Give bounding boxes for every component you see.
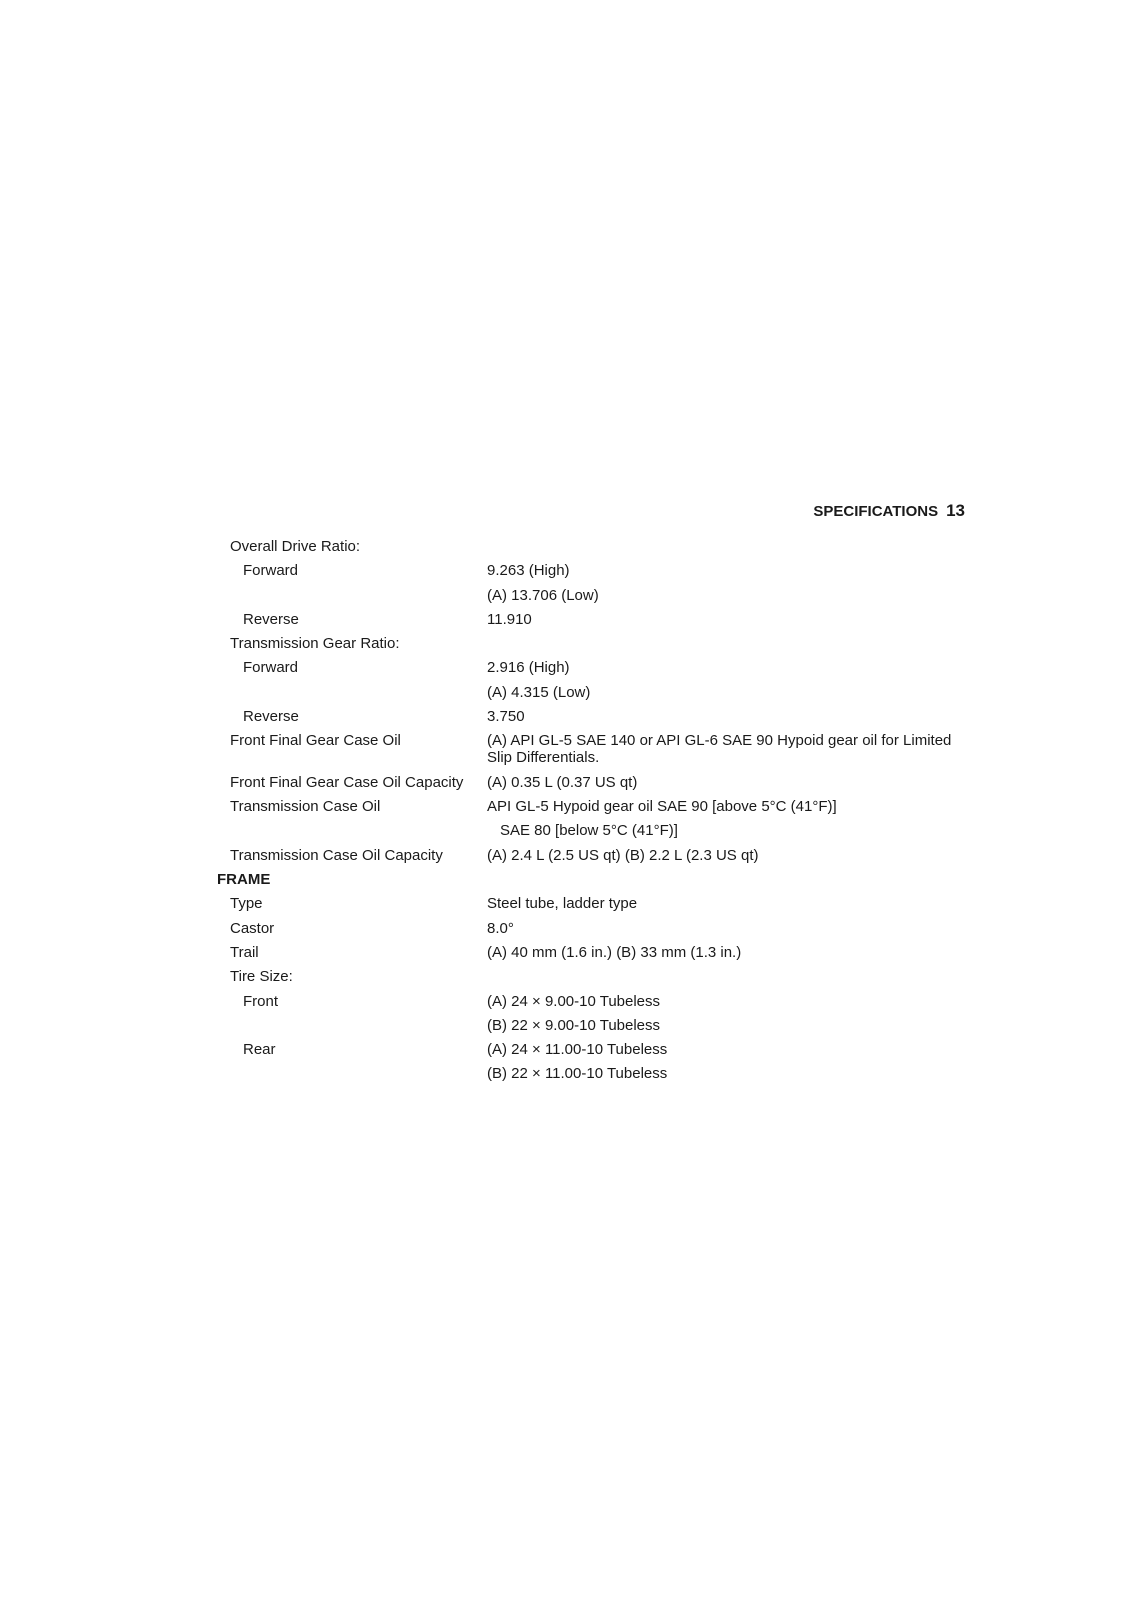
spec-label: Type bbox=[230, 895, 263, 913]
spec-row bbox=[217, 587, 967, 611]
spec-label: Reverse bbox=[243, 610, 299, 628]
spec-value: Steel tube, ladder type bbox=[487, 895, 638, 913]
spec-value: 2.916 (High) bbox=[487, 659, 570, 677]
page-number: 13 bbox=[946, 501, 965, 520]
spec-row bbox=[217, 798, 967, 822]
spec-value: (A) 24 × 11.00-10 Tubeless bbox=[487, 1041, 668, 1059]
spec-row bbox=[217, 774, 967, 798]
spec-label: Transmission Case Oil Capacity bbox=[230, 846, 443, 864]
spec-row bbox=[217, 895, 967, 919]
spec-row bbox=[217, 822, 967, 846]
spec-value: 11.910 bbox=[487, 610, 532, 628]
spec-value: (A) 2.4 L (2.5 US qt) (B) 2.2 L (2.3 US qt) bbox=[487, 846, 759, 864]
spec-row bbox=[217, 562, 967, 586]
spec-value: (A) 4.315 (Low) bbox=[487, 683, 591, 701]
spec-label: Tire Size: bbox=[230, 968, 293, 986]
spec-value: (B) 22 × 9.00-10 Tubeless bbox=[487, 1016, 661, 1034]
spec-label: Castor bbox=[230, 919, 275, 937]
spec-row bbox=[217, 708, 967, 732]
spec-value: (A) 40 mm (1.6 in.) (B) 33 mm (1.3 in.) bbox=[487, 943, 742, 961]
spec-value: 8.0° bbox=[487, 919, 514, 937]
spec-label: Overall Drive Ratio: bbox=[230, 538, 361, 555]
spec-value: (A) 13.706 (Low) bbox=[487, 586, 599, 604]
spec-value: 3.750 bbox=[487, 708, 525, 726]
spec-value: 9.263 (High) bbox=[487, 562, 570, 580]
spec-row bbox=[217, 847, 967, 871]
spec-label: Front Final Gear Case Oil Capacity bbox=[230, 773, 464, 791]
spec-label: Forward bbox=[243, 659, 299, 677]
spec-row bbox=[217, 611, 967, 635]
spec-value: API GL-5 Hypoid gear oil SAE 90 [above 5°C (41°F)] bbox=[487, 798, 837, 816]
spec-row bbox=[217, 1065, 967, 1089]
section-heading-row bbox=[217, 871, 967, 895]
spec-label: Front Final Gear Case Oil bbox=[230, 732, 401, 750]
spec-row bbox=[217, 993, 967, 1017]
spec-row bbox=[217, 659, 967, 683]
spec-row bbox=[217, 1017, 967, 1041]
spec-label: Reverse bbox=[243, 708, 299, 726]
spec-row bbox=[217, 732, 967, 774]
section-title: SPECIFICATIONS bbox=[813, 503, 939, 520]
spec-row bbox=[217, 1041, 967, 1065]
spec-row bbox=[217, 968, 967, 992]
spec-row bbox=[217, 635, 967, 659]
spec-label: Transmission Gear Ratio: bbox=[230, 635, 400, 653]
spec-table bbox=[217, 538, 967, 1090]
spec-row bbox=[217, 920, 967, 944]
spec-label: Front bbox=[243, 992, 279, 1010]
spec-label: Transmission Case Oil bbox=[230, 798, 381, 816]
spec-label: Rear bbox=[243, 1041, 276, 1059]
spec-row bbox=[217, 538, 967, 562]
spec-label: Forward bbox=[243, 562, 299, 580]
page-header bbox=[700, 502, 965, 521]
spec-label: Trail bbox=[230, 943, 259, 961]
spec-value: (A) API GL-5 SAE 140 or API GL-6 SAE 90 Hypoid gear oil for Limited Slip Differentials. bbox=[487, 732, 952, 767]
spec-value: (A) 24 × 9.00-10 Tubeless bbox=[487, 992, 661, 1010]
spec-value: (A) 0.35 L (0.37 US qt) bbox=[487, 773, 638, 791]
spec-value: (B) 22 × 11.00-10 Tubeless bbox=[487, 1065, 668, 1083]
section-heading: FRAME bbox=[217, 871, 271, 889]
spec-value: SAE 80 [below 5°C (41°F)] bbox=[500, 822, 678, 840]
spec-row bbox=[217, 944, 967, 968]
spec-row bbox=[217, 684, 967, 708]
